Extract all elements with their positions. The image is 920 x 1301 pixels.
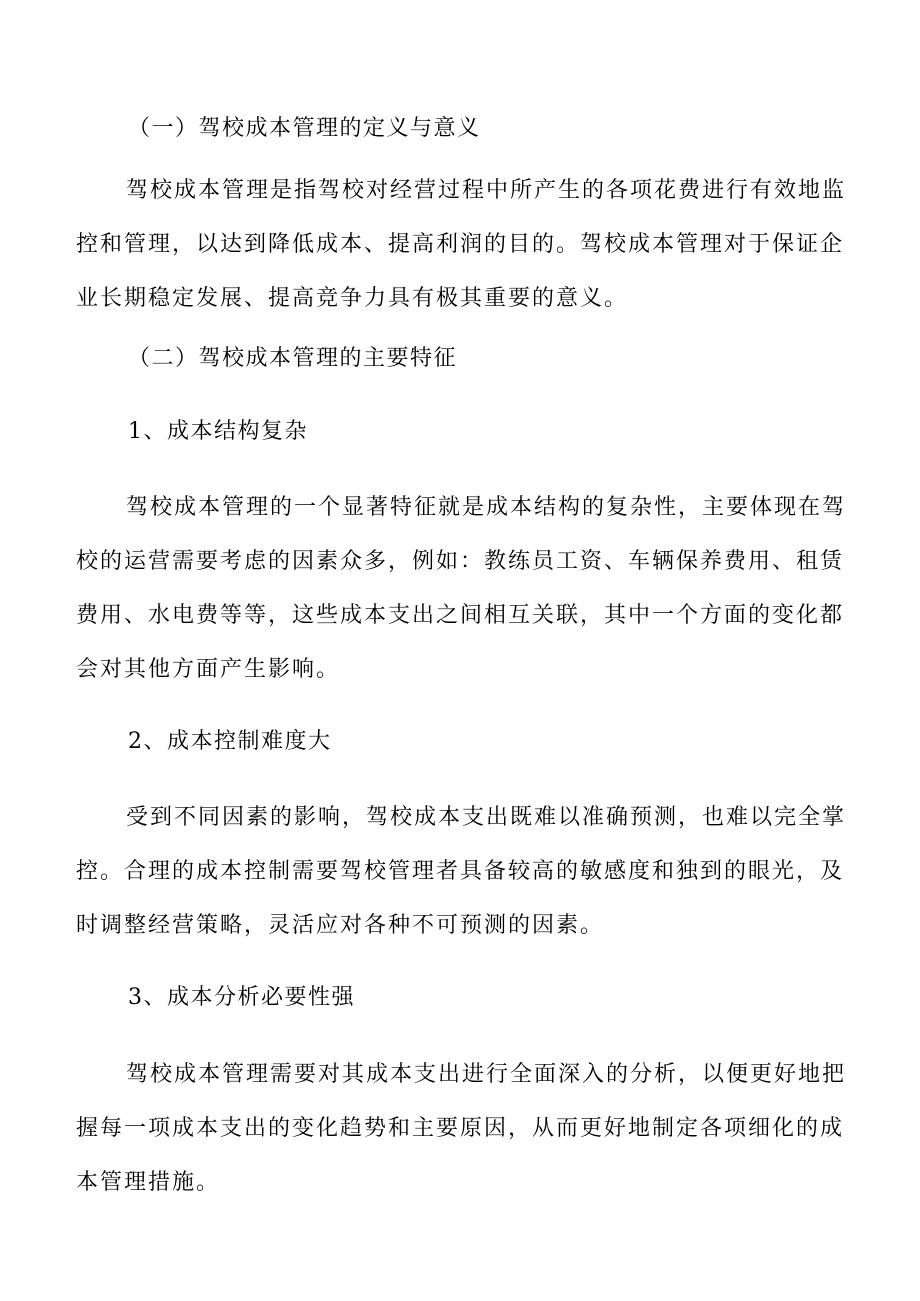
paragraph-cost-control: 受到不同因素的影响，驾校成本支出既难以准确预测，也难以完全掌控。合理的成本控制需要驾校管理者具备较高的敏感度和独到的眼光，及时调整经营策略，灵活应对各种不可预测的因素。 [76,805,847,938]
paragraph-definition: 驾校成本管理是指驾校对经营过程中所产生的各项花费进行有效地监控和管理，以达到降低成本、提高利润的目的。驾校成本管理对于保证企业长期稳定发展、提高竞争力具有极其重要的意义。 [76,178,847,311]
subheading-cost-analysis: 3、成本分析必要性强 [128,985,355,1010]
section-heading-features: （二）驾校成本管理的主要特征 [128,346,458,371]
paragraph-cost-analysis: 驾校成本管理需要对其成本支出进行全面深入的分析，以便更好地把握每一项成本支出的变化趋势和主要原因，从而更好地制定各项细化的成本管理措施。 [76,1062,847,1195]
paragraph-cost-structure: 驾校成本管理的一个显著特征就是成本结构的复杂性，主要体现在驾校的运营需要考虑的因素众多，例如：教练员工资、车辆保养费用、租赁费用、水电费等等，这些成本支出之间相互关联，其中一个方面的变化都会对其他方面产生影响。 [76,495,847,682]
subheading-cost-control: 2、成本控制难度大 [128,729,332,754]
subheading-cost-structure: 1、成本结构复杂 [128,419,308,444]
section-heading-definition: （一）驾校成本管理的定义与意义 [128,116,481,141]
